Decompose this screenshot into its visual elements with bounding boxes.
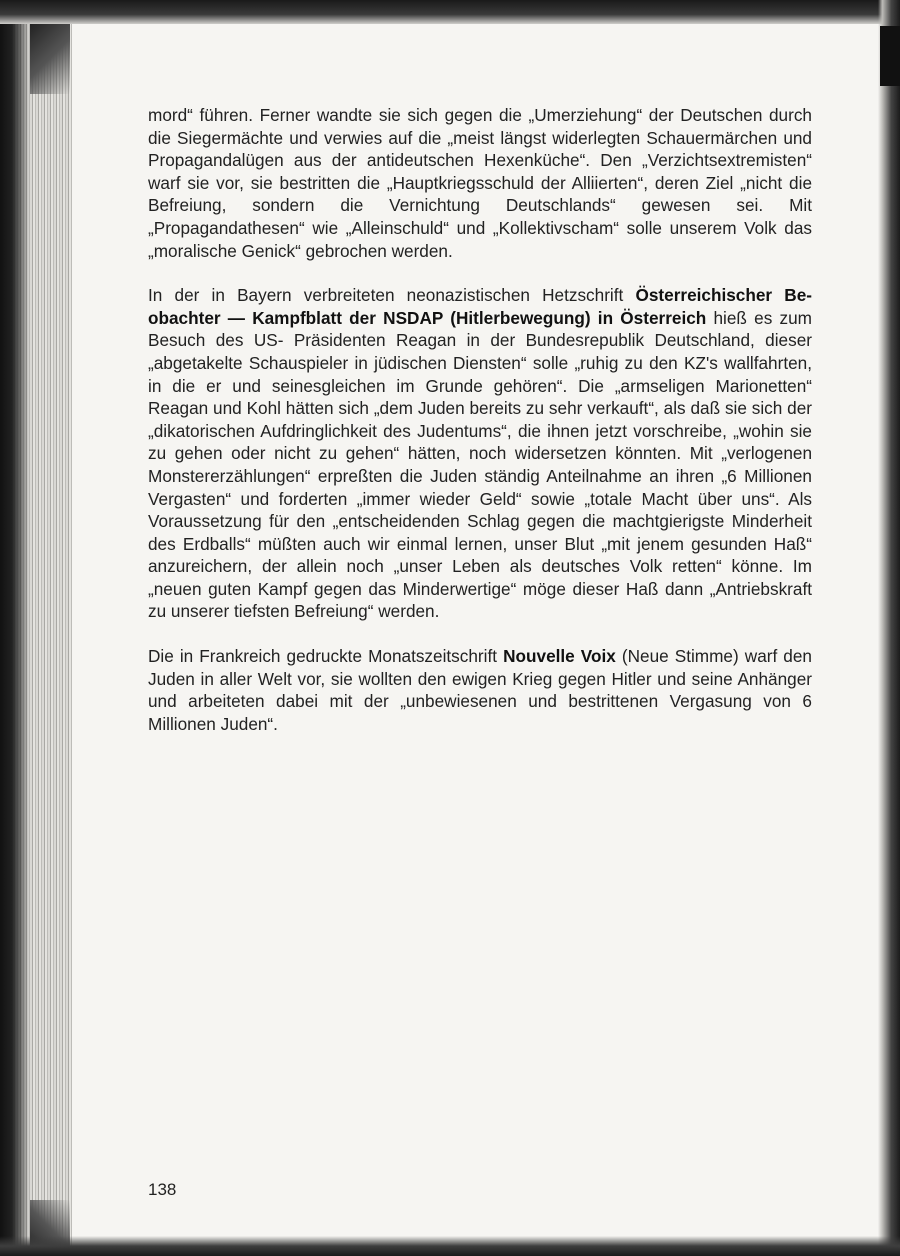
scan-edge-right	[878, 0, 900, 1256]
paragraph-segment: In der in Bayern verbreiteten neonazistischen Hetzschrift	[148, 285, 636, 306]
paragraph-1	[148, 104, 812, 262]
publication-title: Österreichischer Beobachter — Kampfblatt der NSDAP (Hitlerbewegung) in Österreich	[148, 285, 812, 328]
scan-edge-bottom	[0, 1236, 900, 1256]
paragraph-segment: mord“ führen. Ferner wandte sie sich gegen die „Umerziehung“ der Deutschen durch die Siegermächte und verwies auf die „meist längst widerlegten Schauermärchen und Propagandalügen aus der antideutschen Hexenküche“. Den „Verzichtsextremisten“ warf sie vor, sie bestritten die „Hauptkriegsschuld der Alliierten“, deren Ziel „nicht die Befreiung, sondern die Vernichtung Deutschlands“ gewesen sei. Mit „Propagandathesen“ wie „Alleinschuld“ und „Kollektivscham“ solle unserem Volk das „moralische Genick“ gebrochen werden.	[148, 105, 812, 261]
corner-shadow-top	[30, 24, 70, 94]
paragraph-3	[148, 645, 812, 735]
paragraph-segment: (Neue Stimme) warf den Juden in aller Welt vor, sie wollten den ewigen Krieg gegen Hitler und seine Anhänger und arbeiteten dabei mit der „unbewiesenen und bestrittenen Vergasung von 6 Millionen Juden“.	[148, 646, 812, 734]
page-number: 138	[148, 1180, 177, 1199]
scan-edge-top	[0, 0, 900, 24]
page-body	[72, 24, 878, 1236]
paragraph-2	[148, 284, 812, 623]
scan-edge-mark	[880, 26, 900, 86]
gutter-shadow	[0, 0, 30, 1256]
publication-title: Nouvelle Voix	[503, 646, 616, 667]
paragraph-segment: Die in Frankreich gedruckte Monatszeitschrift	[148, 646, 504, 667]
body-text	[148, 104, 812, 757]
paragraph-segment: hieß es zum Besuch des US- Präsidenten Reagan in der Bundesrepublik Deutschland, dieser „abgetakelte Schauspieler in jüdischen Diensten“ solle „ruhig zu den KZ's wallfahrten, in die er und seinesgleichen im Grunde gehören“. Die „armseligen Marionetten“ Reagan und Kohl hätten sich „dem Juden bereits zu sehr verkauft“, als daß sie sich der „dikatorischen Aufdringlichkeit des Judentums“, die ihnen jetzt vorschreibe, „wohin sie zu gehen oder nicht zu gehen“ hätten, noch widersetzen könnten. Mit „verlogenen Monstererzählungen“ erpreßten die Juden ständig Anteilnahme an ihren „6 Millionen Vergasten“ und forderten „immer wieder Geld“ sowie „totale Macht über uns“. Als Voraussetzung für den „entscheidenden Schlag gegen die machtgierigste Minderheit des Erdballs“ müßten auch wir einmal lernen, unser Blut „mit jenem gesunden Haß“ anzureichern, der allein noch „unser Leben als deutsches Volk retten“ könne. Im „neuen guten Kampf gegen das Minderwertige“ möge dieser Haß dann „Antriebskraft zu unserer tiefsten Befreiung“ werden.	[148, 307, 812, 622]
